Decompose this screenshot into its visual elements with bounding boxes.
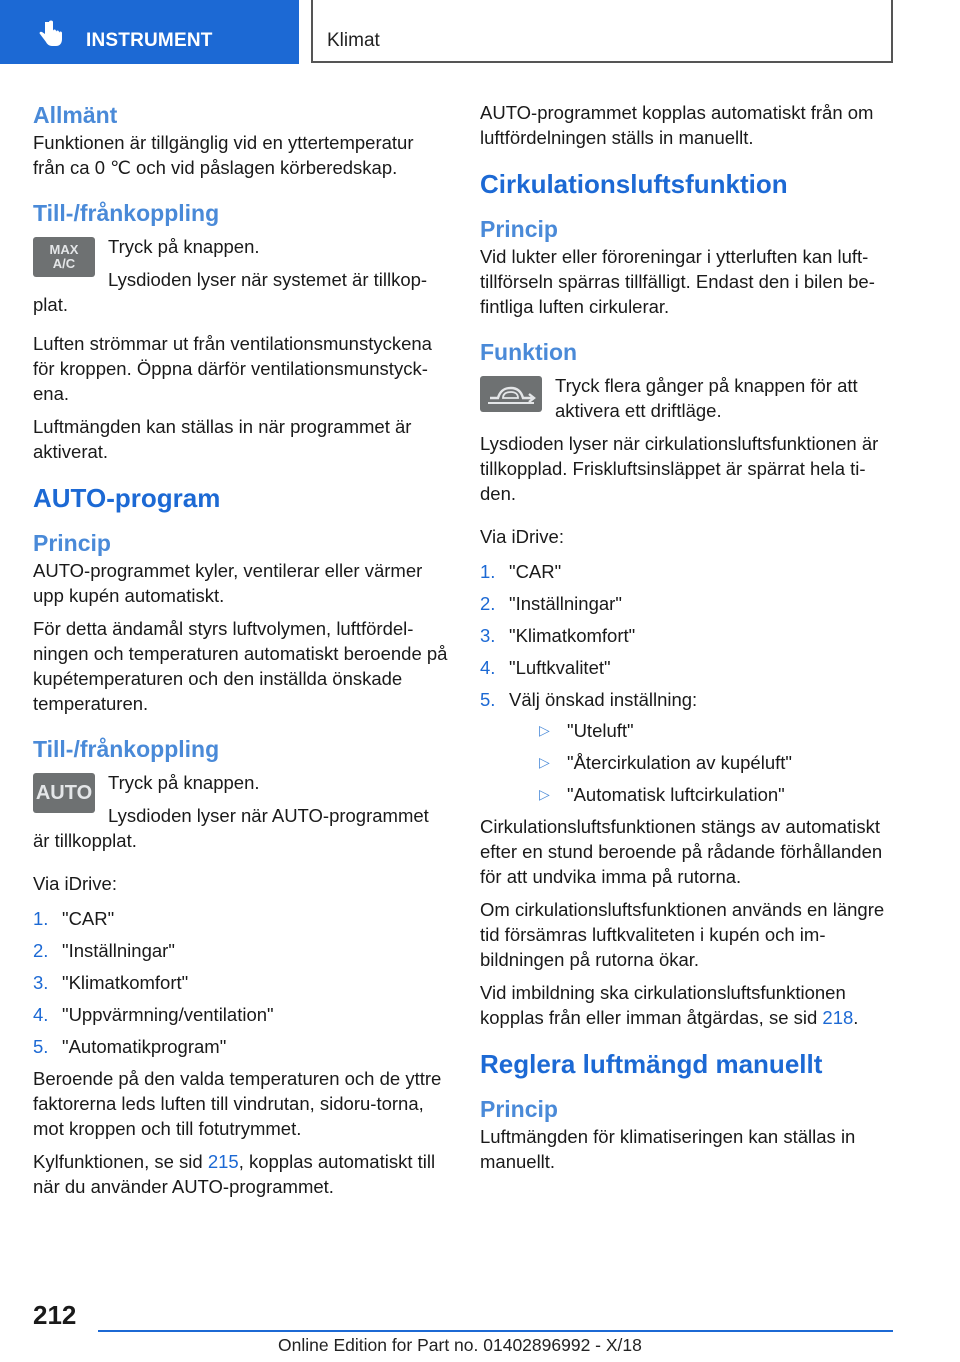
step-text: "CAR" xyxy=(509,561,562,582)
page-link-215[interactable]: 215 xyxy=(207,1151,239,1172)
chapter-tab[interactable] xyxy=(0,0,299,64)
step-number: 2. xyxy=(480,593,496,614)
paragraph-auto-kopplas: AUTO-programmet kopplas automatiskt från om luftfördelningen ställs in manuellt. xyxy=(480,102,874,148)
paragraph-kyl xyxy=(33,1149,448,1199)
heading-princip-3: Princip xyxy=(480,1096,558,1122)
step-text: "Klimatkomfort" xyxy=(509,625,636,646)
paragraph-fordetta: För detta ändamål styrs luftvolymen, luftfördel-ningen och temperaturen automatiskt beroende på kupétemperaturen och den inställda önskade temperaturen. xyxy=(33,618,448,714)
recirc-row xyxy=(480,373,896,423)
substep-text: "Automatisk luftcirkulation" xyxy=(567,784,785,805)
paragraph-tryck-2: Tryck på knappen. xyxy=(108,772,260,793)
footer-divider xyxy=(98,1330,893,1332)
sub-list-item xyxy=(509,750,896,775)
heading-princip-2: Princip xyxy=(480,216,558,242)
section-title: Klimat xyxy=(327,30,380,51)
paragraph-via-idrive-right: Via iDrive: xyxy=(480,526,564,547)
step-number: 3. xyxy=(480,625,496,646)
section-tab[interactable] xyxy=(311,0,893,63)
recirculation-button-icon xyxy=(480,376,542,412)
paragraph-lysdiod-2: Lysdioden lyser när AUTO-programmet är tillkopplat. xyxy=(33,805,429,851)
idrive-steps-right xyxy=(480,559,896,807)
heading-reglera: Reglera luftmängd manuellt xyxy=(480,1049,823,1079)
step-text: "Uppvärmning/ventilation" xyxy=(62,1004,274,1025)
list-item xyxy=(480,687,896,807)
triangle-bullet-icon: ▷ xyxy=(539,754,550,770)
step-number: 3. xyxy=(33,972,49,993)
sub-list-item xyxy=(509,718,896,743)
recirculation-car-icon xyxy=(480,376,542,412)
max-ac-line2: A/C xyxy=(52,256,76,271)
paragraph-luften: Luften strömmar ut från ventilationsmunstyckena för kroppen. Öppna därför ventilationsmunstyck-ena. xyxy=(33,333,432,404)
heading-till-fran-2: Till-/frånkoppling xyxy=(33,736,220,762)
step-text: "Inställningar" xyxy=(62,940,175,961)
sub-list-item xyxy=(509,782,896,807)
kyl-text-pre: Kylfunktionen, se sid xyxy=(33,1151,208,1172)
heading-princip-1: Princip xyxy=(33,530,111,556)
triangle-bullet-icon: ▷ xyxy=(539,722,550,738)
paragraph-tryck-flera: Tryck flera gånger på knappen för att aktivera ett driftläge. xyxy=(555,375,858,421)
step-text: Välj önskad inställning: xyxy=(509,689,698,710)
step-number: 4. xyxy=(33,1004,49,1025)
list-item xyxy=(33,906,448,931)
list-item xyxy=(33,970,448,995)
substeps xyxy=(509,718,896,807)
maxac-row xyxy=(33,234,448,317)
list-item xyxy=(480,623,896,648)
list-item xyxy=(33,1002,448,1027)
heading-allmant: Allmänt xyxy=(33,102,118,128)
max-ac-line1: MAX xyxy=(49,242,79,257)
heading-funktion: Funktion xyxy=(480,339,578,365)
paragraph-imbildning xyxy=(480,980,896,1030)
hand-touch-icon xyxy=(38,20,64,48)
paragraph-via-idrive: Via iDrive: xyxy=(33,873,117,894)
step-number: 5. xyxy=(480,689,496,710)
list-item xyxy=(480,655,896,680)
heading-till-fran-1: Till-/frånkoppling xyxy=(33,200,220,226)
kyl-text-post: , kopplas automatiskt till när du använder AUTO-programmet. xyxy=(33,1151,436,1197)
substep-text: "Uteluft" xyxy=(567,720,634,741)
list-item xyxy=(33,1034,448,1059)
chapter-title: INSTRUMENT xyxy=(86,30,213,51)
step-number: 1. xyxy=(33,908,49,929)
step-text: "Automatikprogram" xyxy=(62,1036,227,1057)
step-text: "Klimatkomfort" xyxy=(62,972,189,993)
auto-button-icon: AUTO xyxy=(33,773,95,813)
heading-auto-program: AUTO-program xyxy=(33,483,221,513)
auto-row xyxy=(33,770,448,853)
idrive-steps-left xyxy=(33,906,448,1059)
max-ac-button-icon xyxy=(33,237,95,277)
step-number: 1. xyxy=(480,561,496,582)
paragraph-tryck-1: Tryck på knappen. xyxy=(108,236,260,257)
substep-text: "Återcirkulation av kupéluft" xyxy=(567,752,792,773)
edition-text: Online Edition for Part no. 01402896992 - X/18 xyxy=(278,1335,642,1355)
step-text: "Luftkvalitet" xyxy=(509,657,611,678)
paragraph-lysdiod-1: Lysdioden lyser när systemet är tillkop-plat. xyxy=(33,269,428,315)
paragraph-beroende: Beroende på den valda temperaturen och de yttre faktorerna leds luften till vindrutan, sidoru-torna, mot kroppen och till fotutrymmet. xyxy=(33,1068,442,1139)
right-column xyxy=(480,100,896,1174)
step-number: 4. xyxy=(480,657,496,678)
list-item xyxy=(480,591,896,616)
heading-cirkulation: Cirkulationsluftsfunktion xyxy=(480,169,788,199)
imb-text-pre: Vid imbildning ska cirkulationsluftsfunktionen kopplas från eller imman åtgärdas, se sid xyxy=(480,982,846,1028)
paragraph-allmant: Funktionen är tillgänglig vid en yttertemperatur från ca 0 ℃ och vid påslagen körberedskap. xyxy=(33,132,414,178)
step-text: "Inställningar" xyxy=(509,593,622,614)
paragraph-autoprog: AUTO-programmet kyler, ventilerar eller värmer upp kupén automatiskt. xyxy=(33,560,423,606)
list-item xyxy=(480,559,896,584)
list-item xyxy=(33,938,448,963)
step-number: 2. xyxy=(33,940,49,961)
triangle-bullet-icon: ▷ xyxy=(539,786,550,802)
page-number: 212 xyxy=(33,1300,77,1330)
step-number: 5. xyxy=(33,1036,49,1057)
paragraph-luftmangd-2: Luftmängden för klimatiseringen kan ställas in manuellt. xyxy=(480,1126,856,1172)
paragraph-anvands: Om cirkulationsluftsfunktionen används en längre tid försämras luftkvaliteten i kupén och im-bildningen på rutorna ökar. xyxy=(480,899,885,970)
paragraph-lukter: Vid lukter eller föroreningar i ytterluften kan luft-tillförseln spärras tillfälligt. Endast den i bilen be-fintliga luften cirkulerar. xyxy=(480,246,875,317)
paragraph-lysdiod-3: Lysdioden lyser när cirkulationsluftsfunktionen är tillkopplad. Friskluftsinsläppet är spärrat hela ti-den. xyxy=(480,433,879,504)
left-column xyxy=(33,100,448,1199)
paragraph-luftmangd: Luftmängden kan ställas in när programmet är aktiverat. xyxy=(33,416,412,462)
step-text: "CAR" xyxy=(62,908,115,929)
paragraph-stangs: Cirkulationsluftsfunktionen stängs av automatiskt efter en stund beroende på rådande förhållanden för att undvika imma på rutorna. xyxy=(480,816,883,887)
page-link-218[interactable]: 218 xyxy=(822,1007,854,1028)
imb-text-post: . xyxy=(853,1007,859,1028)
